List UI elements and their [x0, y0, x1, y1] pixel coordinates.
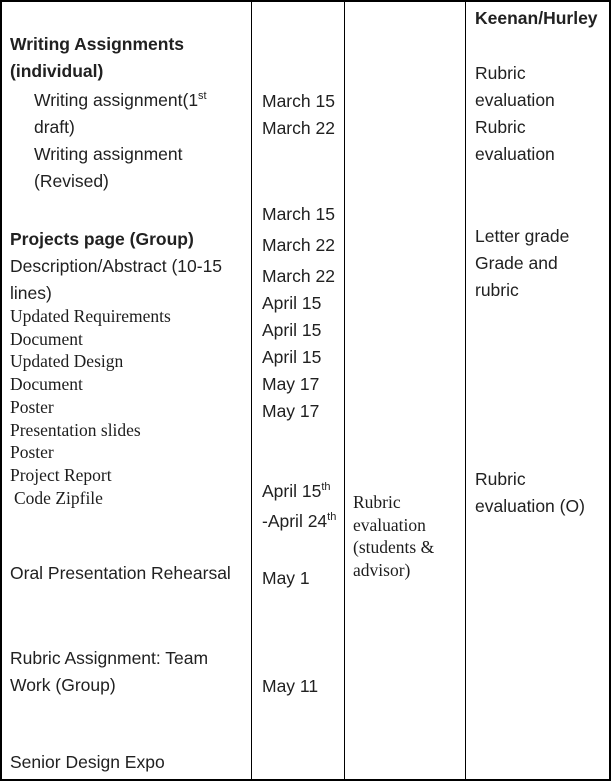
date-range-start	[262, 476, 336, 506]
writing-assignment-first-draft-line1	[34, 87, 207, 114]
deliverable-updated-requirements-cont: Document	[10, 328, 83, 349]
rubric-assignment-teamwork	[10, 645, 208, 699]
rubric-assignment-teamwork-line1: Rubric Assignment: Team	[10, 648, 209, 668]
projects-description-line2: lines)	[10, 283, 52, 303]
senior-design-expo: Senior Design Expo	[10, 752, 165, 772]
date-range-end-text: -April 24	[262, 511, 328, 531]
writing-assignment-revised-line2: (Revised)	[34, 171, 109, 191]
writing-assignments-heading	[10, 31, 184, 85]
writing-assignments-heading-line1: Writing Assignments	[10, 34, 185, 54]
column-dates	[252, 2, 345, 779]
date-range-start-text: April 15	[262, 481, 322, 501]
zipfile-date-range	[262, 476, 336, 536]
deliverable-code-zipfile: Code Zipfile	[14, 487, 103, 508]
project-dates-group-b	[262, 290, 321, 425]
date-writing-draft: March 15	[262, 91, 335, 111]
project-dates-group-a	[262, 199, 335, 292]
ordinal-superscript: th	[321, 481, 331, 494]
graders-header: Keenan/Hurley	[475, 8, 598, 28]
projects-page-heading: Projects page (Group)	[10, 229, 194, 249]
deliverable-poster-2: Poster	[10, 442, 54, 463]
zipfile-grading	[475, 466, 585, 520]
deliverable-updated-requirements: Updated Requirements	[10, 306, 171, 326]
deliverable-updated-design: Updated Design	[10, 351, 124, 372]
date-updated-requirements: March 22	[262, 266, 335, 286]
date-code-zipfile: May 17	[262, 401, 320, 421]
deliverable-updated-design-cont: Document	[10, 374, 83, 395]
projects-deliverables-list	[10, 305, 171, 509]
writing-assignment-items	[34, 87, 207, 195]
deliverable-project-report: Project Report	[10, 464, 112, 485]
writing-assignment-revised-line1: Writing assignment	[34, 144, 183, 164]
writing-grading-line3: Rubric	[475, 117, 526, 137]
projects-grading-line1: Letter grade	[475, 226, 570, 246]
deliverable-poster: Poster	[10, 396, 54, 417]
rubric-evaluation-students-advisor	[353, 491, 434, 582]
writing-assignments-heading-line2: (individual)	[10, 61, 104, 81]
date-poster: April 15	[262, 320, 322, 340]
writing-assignment-first-draft-text: Writing assignment(1	[34, 90, 199, 110]
date-range-end	[262, 506, 336, 536]
writing-grading-line2: evaluation	[475, 90, 555, 110]
projects-grading	[475, 223, 569, 304]
date-oral-rehearsal: May 1	[262, 568, 310, 588]
date-description-abstract: March 22	[262, 235, 335, 255]
column-grading	[466, 2, 609, 779]
evaluation-line2: evaluation	[353, 514, 426, 535]
oral-presentation-rehearsal: Oral Presentation Rehearsal	[10, 563, 231, 583]
writing-grading-line4: evaluation	[475, 144, 555, 164]
date-projects-page: March 15	[262, 204, 335, 224]
writing-grading	[475, 60, 555, 168]
rubric-assignment-teamwork-line2: Work (Group)	[10, 675, 116, 695]
ordinal-superscript: st	[198, 90, 207, 103]
projects-grading-line2: Grade and	[475, 253, 558, 273]
ordinal-superscript: th	[327, 511, 337, 524]
zipfile-grading-line2: evaluation (O)	[475, 496, 585, 516]
projects-description-line1: Description/Abstract (10-15	[10, 256, 223, 276]
column-assignments	[2, 2, 252, 779]
date-rubric-teamwork: May 11	[262, 676, 319, 696]
evaluation-line1: Rubric	[353, 492, 401, 512]
date-writing-revised: March 22	[262, 118, 335, 138]
projects-page-section	[10, 226, 222, 307]
column-evaluation	[345, 2, 466, 779]
deliverable-presentation-slides: Presentation slides	[10, 419, 141, 440]
zipfile-grading-line1: Rubric	[475, 469, 526, 489]
date-project-report: May 17	[262, 374, 320, 394]
evaluation-line3: (students &	[353, 537, 435, 558]
writing-assignment-first-draft-line2: draft)	[34, 117, 75, 137]
writing-dates	[262, 88, 335, 142]
date-presentation-slides: April 15	[262, 347, 322, 367]
projects-grading-line3: rubric	[475, 280, 519, 300]
writing-grading-line1: Rubric	[475, 63, 526, 83]
evaluation-line4: advisor)	[353, 560, 411, 581]
date-updated-design: April 15	[262, 293, 322, 313]
